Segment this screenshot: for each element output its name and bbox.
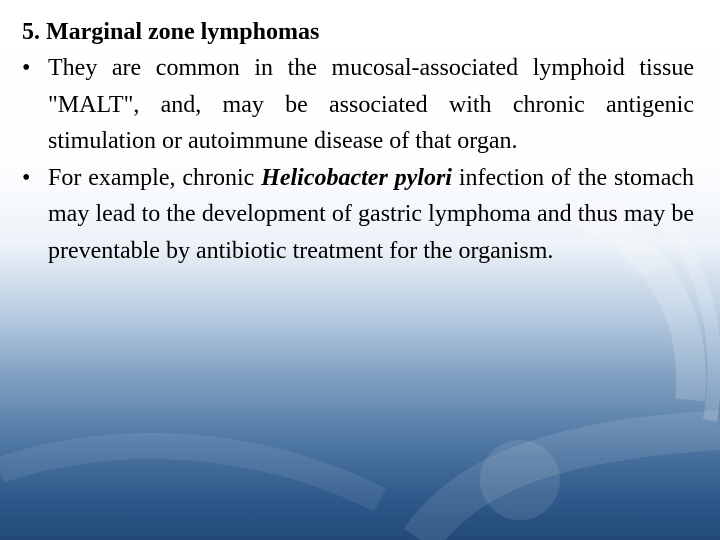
bullet-dot-icon: • bbox=[22, 164, 31, 191]
bullet-text-1: They are common in the mucosal-associated lymphoid tissue "MALT", and, may be associated with chronic antigenic stimulation or autoimmune disease of that organ. bbox=[48, 55, 694, 154]
bullet-dot-icon: • bbox=[22, 55, 31, 81]
bullet-item-1 bbox=[22, 50, 694, 160]
slide-content bbox=[22, 14, 694, 269]
bullet-text-2-after: infection of the stomach may lead to the development of gastric lymphoma and thus may be preventable by antibiotic treatment for the organism. bbox=[48, 164, 694, 264]
bullet-item-2 bbox=[22, 160, 694, 270]
slide-heading: 5. Marginal zone lymphomas bbox=[22, 19, 320, 45]
bullet-text-2-before: For example, chronic bbox=[48, 164, 262, 191]
organism-name: Helicobacter pylori bbox=[261, 164, 452, 191]
